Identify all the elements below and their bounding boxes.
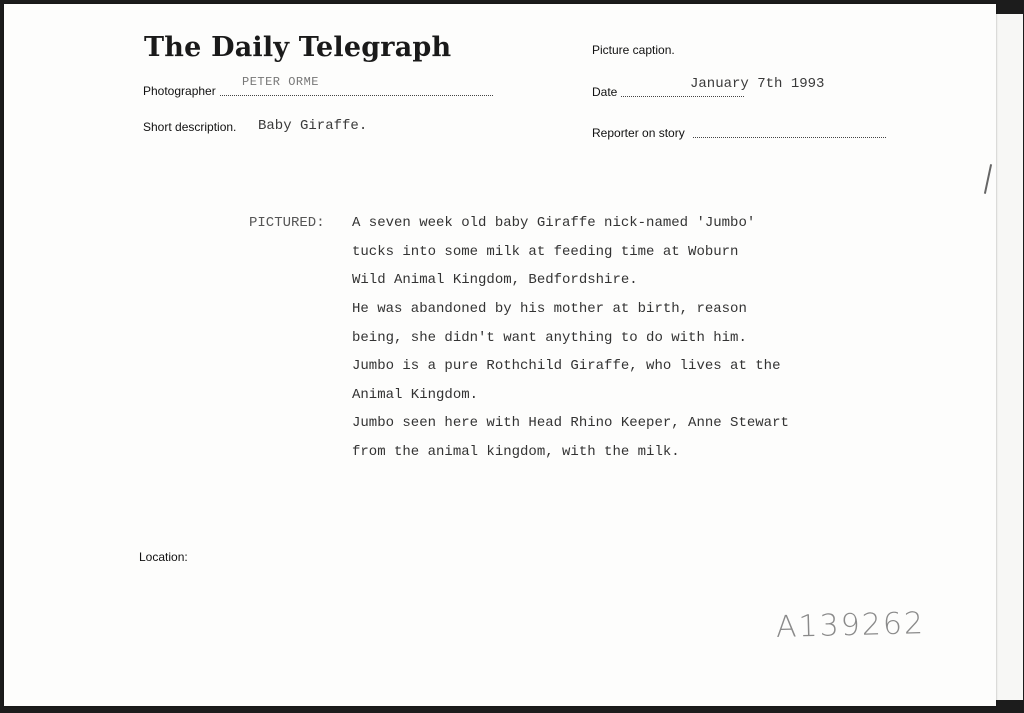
caption-lead: PICTURED: bbox=[249, 215, 325, 231]
date-label: Date bbox=[592, 85, 618, 99]
date-dotted-line bbox=[621, 96, 744, 97]
caption-line: He was abandoned by his mother at birth, reason bbox=[352, 301, 747, 317]
archive-number: A139262 bbox=[775, 606, 926, 645]
caption-line: A seven week old baby Giraffe nick-named 'Jumbo' bbox=[352, 215, 756, 231]
photographer-value: PETER ORME bbox=[242, 75, 320, 89]
caption-line: Wild Animal Kingdom, Bedfordshire. bbox=[352, 272, 638, 288]
photographer-dotted-line bbox=[220, 95, 493, 96]
caption-sheet bbox=[4, 4, 996, 706]
picture-caption-label: Picture caption. bbox=[592, 43, 675, 57]
caption-line: Jumbo is a pure Rothchild Giraffe, who lives at the bbox=[352, 358, 781, 374]
reporter-dotted-line bbox=[693, 137, 886, 138]
caption-line: being, she didn't want anything to do with him. bbox=[352, 330, 747, 346]
pen-mark bbox=[984, 164, 992, 194]
caption-line: tucks into some milk at feeding time at Woburn bbox=[352, 244, 739, 260]
short-description-value: Baby Giraffe. bbox=[258, 118, 368, 134]
newspaper-masthead: The Daily Telegraph bbox=[144, 32, 452, 63]
date-value: January 7th 1993 bbox=[690, 76, 825, 92]
caption-line: Jumbo seen here with Head Rhino Keeper, Anne Stewart bbox=[352, 415, 789, 431]
caption-line: Animal Kingdom. bbox=[352, 387, 479, 403]
short-description-label: Short description. bbox=[143, 120, 237, 134]
photographer-label: Photographer bbox=[143, 84, 216, 98]
caption-line: from the animal kingdom, with the milk. bbox=[352, 444, 680, 460]
location-label: Location: bbox=[139, 550, 188, 564]
reporter-label: Reporter on story bbox=[592, 126, 685, 140]
